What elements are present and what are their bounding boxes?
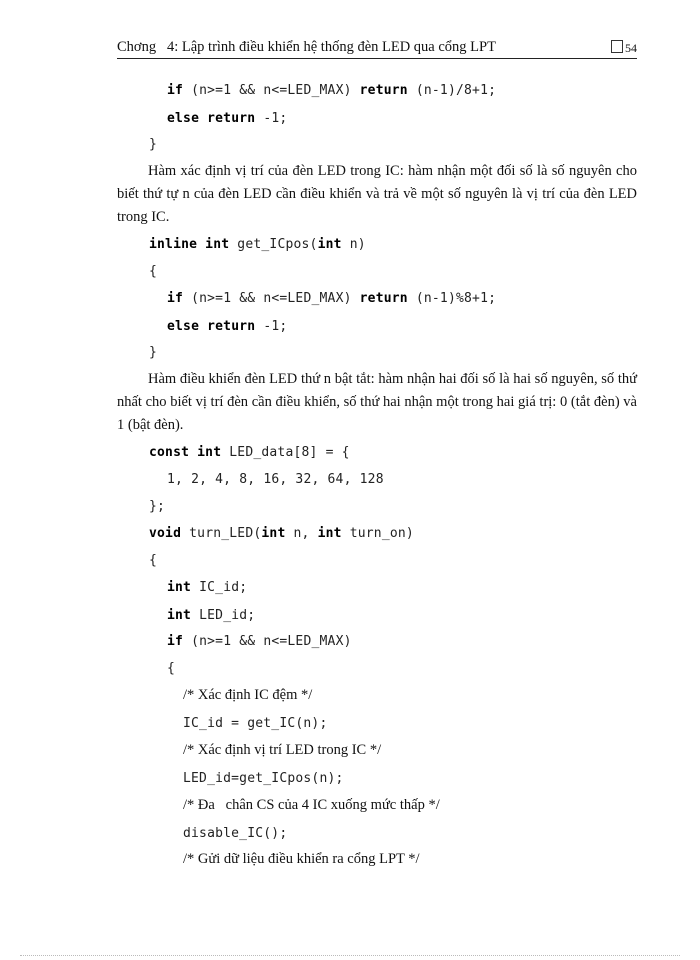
code-comment: /* Gửi dữ liệu điều khiển ra cổng LPT */ (183, 851, 420, 867)
code-line: const int LED_data[8] = { (149, 445, 350, 460)
chapter-title: Chơng 4: Lập trình điều khiển hệ thống đèn LED qua cổng LPT (117, 39, 496, 55)
code-line: } (149, 137, 158, 152)
code-line: { (149, 553, 158, 568)
code-line: if (n>=1 && n<=LED_MAX) return (n-1)%8+1; (167, 291, 497, 306)
code-comment: /* Đa chân CS của 4 IC xuống mức thấp */ (183, 797, 440, 813)
code-line: if (n>=1 && n<=LED_MAX) (167, 634, 352, 649)
code-line: int IC_id; (167, 580, 248, 595)
code-line: }; (149, 499, 166, 514)
code-line: LED_id=get_ICpos(n); (183, 771, 344, 786)
body-paragraph: Hàm điều khiển đèn LED thứ n bật tắt: hàm nhận hai đối số là hai số nguyên, số thứ nhất cho biết vị trí đèn cần điều khiển, số thứ hai nhận một trong hai giá trị: 0 (tắt đèn) và 1 (bật đèn). (117, 371, 637, 433)
code-line: inline int get_ICpos(int n) (149, 237, 366, 252)
body-paragraph: Hàm xác định vị trí của đèn LED trong IC: hàm nhận một đối số là số nguyên cho biết thứ tự n của đèn LED cần điều khiển và trả về một số nguyên là vị trí của đèn LED trong IC. (117, 163, 637, 225)
page-icon (611, 40, 623, 53)
code-comment: /* Xác định vị trí LED trong IC */ (183, 742, 382, 758)
code-line: disable_IC(); (183, 826, 288, 841)
page-number: 54 (625, 41, 637, 55)
code-line: int LED_id; (167, 608, 256, 623)
code-line: { (167, 661, 176, 676)
code-line: else return -1; (167, 319, 288, 334)
code-line: { (149, 264, 158, 279)
code-line: void turn_LED(int n, int turn_on) (149, 526, 414, 541)
code-line: else return -1; (167, 111, 288, 126)
code-line: 1, 2, 4, 8, 16, 32, 64, 128 (167, 472, 384, 487)
page-footer-divider (20, 955, 680, 956)
code-comment: /* Xác định IC đệm */ (183, 687, 313, 703)
code-line: if (n>=1 && n<=LED_MAX) return (n-1)/8+1; (167, 83, 497, 98)
code-line: } (149, 345, 158, 360)
code-line: IC_id = get_IC(n); (183, 716, 328, 731)
page-header (117, 38, 637, 59)
